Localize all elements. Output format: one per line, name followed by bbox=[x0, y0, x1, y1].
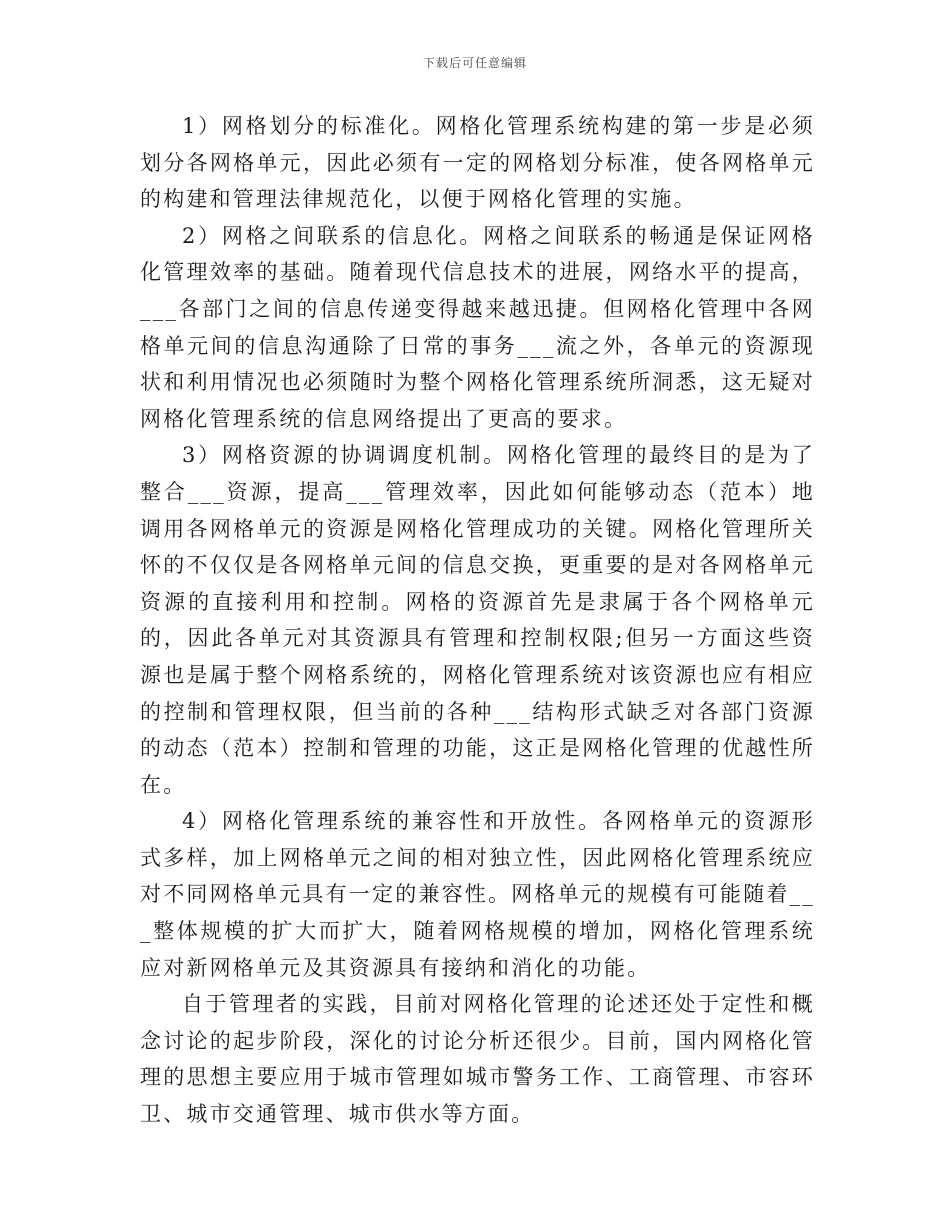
paragraph-5: 自于管理者的实践，目前对网格化管理的论述还处于定性和概念讨论的起步阶段，深化的讨论分析还很少。目前，国内网格化管理的思想主要应用于城市管理如城市警务工作、工商管理、市容环卫、城市交通管理、城市供水等方面。 bbox=[140, 992, 815, 1127]
paragraph-3: 3）网格资源的协调调度机制。网格化管理的最终目的是为了整合___资源，提高___管理效率，因此如何能够动态（范本）地调用各网格单元的资源是网格化管理成功的关键。网格化管理所关怀的不仅仅是各网格单元间的信息交换，更重要的是对各网格单元资源的直接利用和控制。网格的资源首先是隶属于各个网格单元的，因此各单元对其资源具有管理和控制权限;但另一方面这些资源也是属于整个网格系统的，网格化管理系统对该资源也应有相应的控制和管理权限，但当前的各种___结构形式缺乏对各部门资源的动态（范本）控制和管理的功能，这正是网格化管理的优越性所在。 bbox=[140, 443, 815, 797]
document-body bbox=[140, 108, 815, 1133]
paragraph-4: 4）网格化管理系统的兼容性和开放性。各网格单元的资源形式多样，加上网格单元之间的相对独立性，因此网格化管理系统应对不同网格单元具有一定的兼容性。网格单元的规模有可能随着___整体规模的扩大而扩大，随着网格规模的增加，网格化管理系统应对新网格单元及其资源具有接纳和消化的功能。 bbox=[140, 809, 815, 980]
paragraph-2: 2）网格之间联系的信息化。网格之间联系的畅通是保证网格化管理效率的基础。随着现代信息技术的进展，网络水平的提高，___各部门之间的信息传递变得越来越迅捷。但网格化管理中各网格单元间的信息沟通除了日常的事务___流之外，各单元的资源现状和利用情况也必须随时为整个网格化管理系统所洞悉，这无疑对网格化管理系统的信息网络提出了更高的要求。 bbox=[140, 223, 815, 431]
paragraph-1: 1）网格划分的标准化。网格化管理系统构建的第一步是必须划分各网格单元，因此必须有一定的网格划分标准，使各网格单元的构建和管理法律规范化，以便于网格化管理的实施。 bbox=[140, 114, 815, 212]
page-header: 下载后可任意编辑 bbox=[422, 56, 527, 70]
